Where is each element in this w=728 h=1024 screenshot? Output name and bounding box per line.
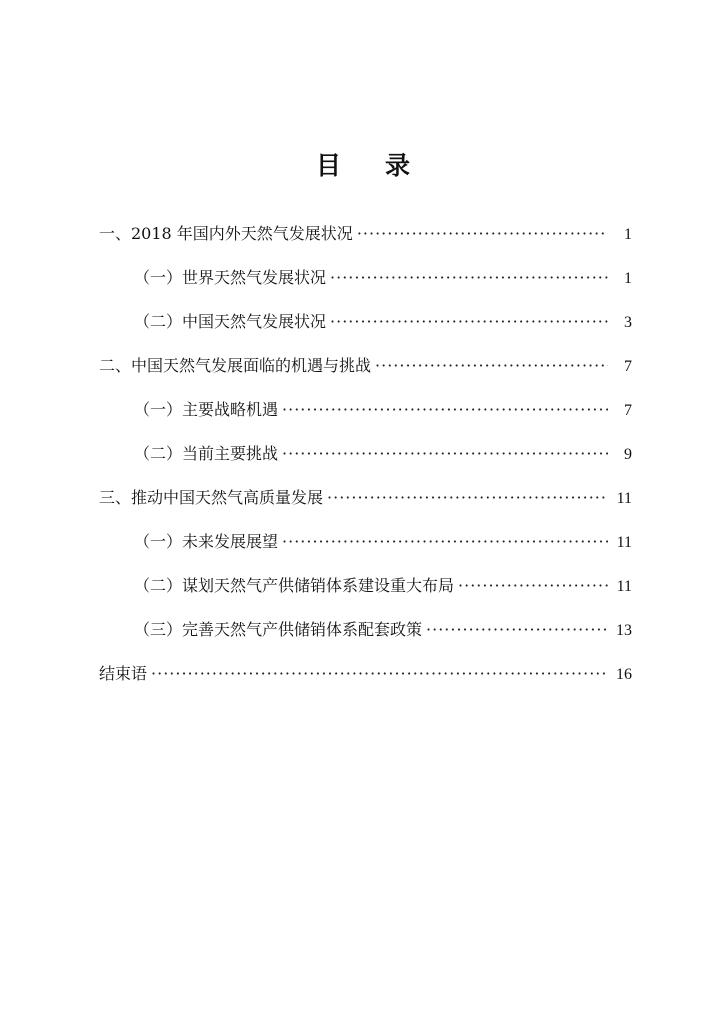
page-title-part-1: 目 — [315, 151, 343, 180]
toc-entry-page: 11 — [616, 578, 632, 595]
toc-subentry[interactable] — [99, 564, 632, 608]
toc-entry-page: 1 — [624, 270, 632, 287]
page-title-part-2: 录 — [385, 151, 413, 180]
toc-entry-page: 7 — [624, 402, 632, 419]
toc-entry[interactable] — [99, 476, 632, 520]
toc-entry-label: （一）主要战略机遇 — [134, 400, 279, 419]
dot-leader — [327, 476, 608, 520]
dot-leader — [426, 608, 608, 652]
toc-entry-page: 13 — [616, 622, 632, 639]
dot-leader — [330, 256, 608, 300]
table-of-contents — [99, 212, 632, 696]
toc-subentry[interactable] — [99, 608, 632, 652]
toc-entry-label: 结束语 — [99, 664, 148, 683]
toc-entry-page: 7 — [624, 358, 632, 375]
toc-subentry[interactable] — [99, 300, 632, 344]
toc-entry-label: （二）当前主要挑战 — [134, 444, 279, 463]
toc-entry-page: 16 — [616, 666, 632, 683]
toc-entry-page: 9 — [624, 446, 632, 463]
toc-entry[interactable] — [99, 344, 632, 388]
toc-entry-label: （二）谋划天然气产供储销体系建设重大布局 — [134, 576, 455, 595]
toc-entry-label: （三）完善天然气产供储销体系配套政策 — [134, 620, 423, 639]
toc-subentry[interactable] — [99, 432, 632, 476]
dot-leader — [458, 564, 608, 608]
dot-leader — [151, 652, 608, 696]
dot-leader — [375, 344, 608, 388]
toc-entry-label: （一）世界天然气发展状况 — [134, 268, 327, 287]
toc-subentry[interactable] — [99, 520, 632, 564]
toc-entry-page: 11 — [616, 534, 632, 551]
toc-entry-label: （一）未来发展展望 — [134, 532, 279, 551]
toc-entry[interactable] — [99, 212, 632, 256]
toc-subentry[interactable] — [99, 388, 632, 432]
dot-leader — [282, 520, 608, 564]
toc-entry[interactable] — [99, 652, 632, 696]
toc-entry-label: （二）中国天然气发展状况 — [134, 312, 327, 331]
toc-entry-page: 3 — [624, 314, 632, 331]
toc-entry-label: 一、2018 年国内外天然气发展状况 — [99, 224, 353, 243]
dot-leader — [330, 300, 608, 344]
dot-leader — [282, 388, 608, 432]
toc-entry-label: 三、推动中国天然气高质量发展 — [99, 488, 324, 507]
toc-entry-page: 11 — [616, 490, 632, 507]
dot-leader — [282, 432, 608, 476]
dot-leader — [357, 212, 608, 256]
toc-subentry[interactable] — [99, 256, 632, 300]
page-title — [0, 148, 728, 184]
toc-entry-page: 1 — [624, 226, 632, 243]
toc-entry-label: 二、中国天然气发展面临的机遇与挑战 — [99, 356, 372, 375]
